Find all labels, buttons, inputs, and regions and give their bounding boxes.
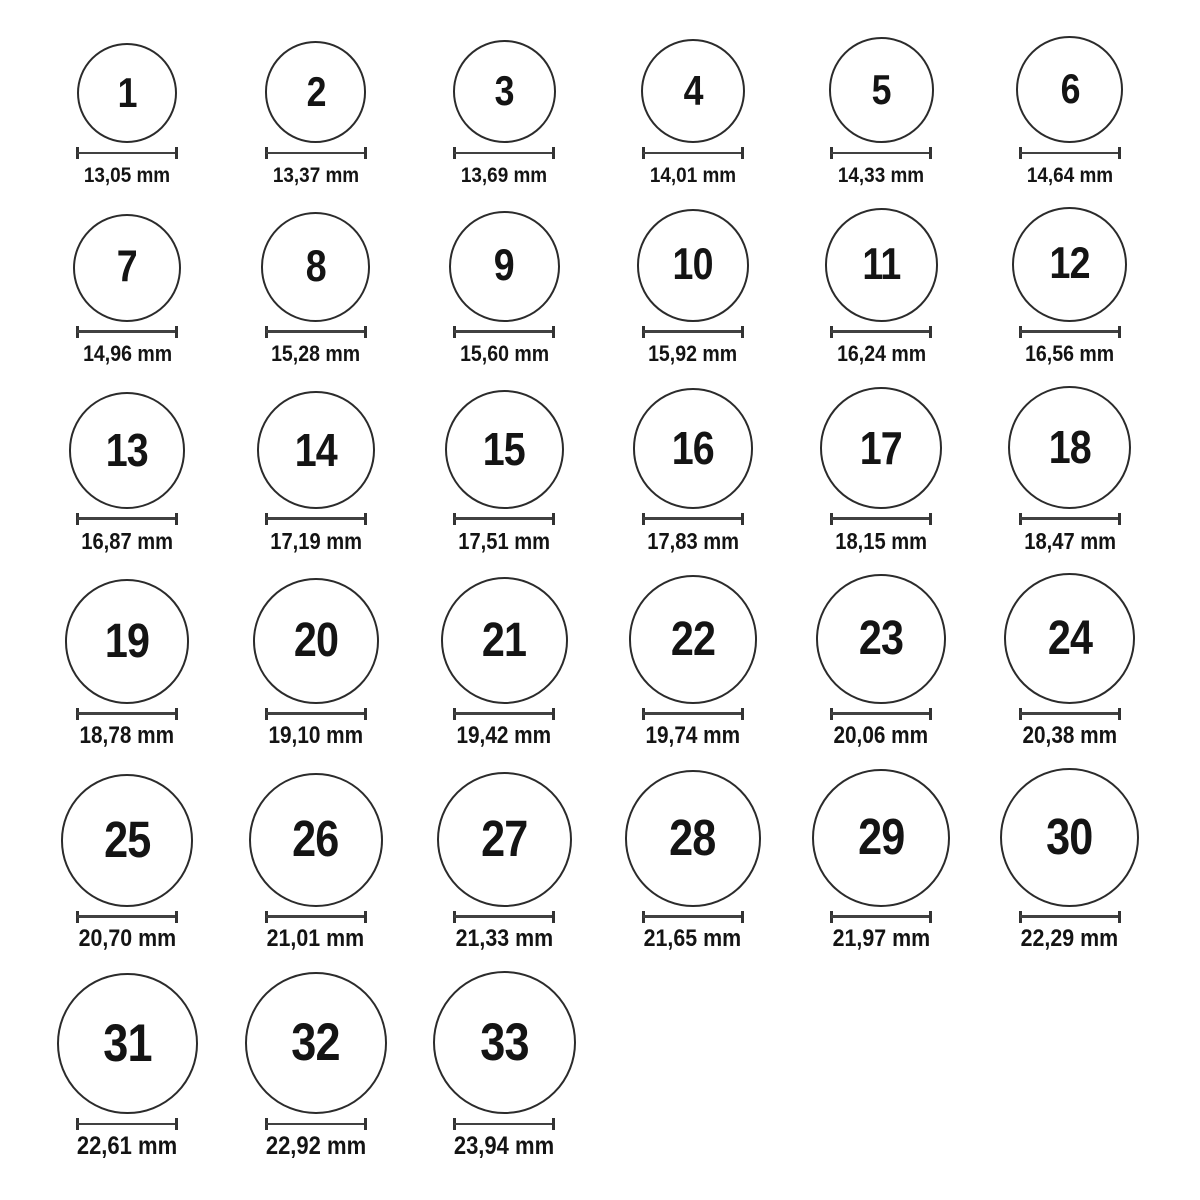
measure-tick-right [1118,147,1121,159]
measure-bar [266,330,366,333]
ring-item-27 [410,772,599,951]
ring-number: 24 [1047,610,1092,665]
ring-number: 10 [672,240,713,290]
measure-tick-right [175,326,178,338]
ring-diameter-label: 18,47 mm [1023,527,1116,554]
ring-item-22 [599,575,788,747]
ring-diameter-label: 13,69 mm [461,162,548,187]
ring-item-24 [976,573,1165,748]
ring-circle [637,209,749,321]
ring-number: 21 [482,612,527,667]
ring-diameter-label: 16,56 mm [1025,340,1115,366]
measure-tick-right [364,513,367,525]
diameter-measure-line [642,911,744,923]
ring-number: 26 [292,810,339,868]
ring-item-11 [787,208,976,366]
measure-tick-right [741,147,744,159]
ring-item-7 [33,214,222,366]
measure-bar [266,915,366,918]
ring-item-32 [222,972,411,1158]
measure-tick-right [552,513,555,525]
ring-circle [453,40,556,143]
ring-item-5 [787,37,976,186]
ring-item-21 [410,577,599,748]
ring-row [33,36,1200,187]
ring-item-33 [410,971,599,1158]
ring-diameter-label: 19,74 mm [645,722,741,749]
ring-item-17 [787,387,976,553]
ring-item-2 [222,41,411,186]
ring-circle [73,214,181,322]
ring-item-30 [976,768,1165,951]
ring-diameter-label: 17,51 mm [458,527,551,554]
ring-diameter-label: 20,06 mm [833,722,929,749]
ring-number: 2 [306,68,326,116]
ring-diameter-label: 15,92 mm [648,340,738,366]
measure-bar [454,330,554,333]
measure-bar [77,1123,177,1126]
measure-bar [643,517,743,520]
ring-item-1 [33,43,222,187]
ring-circle [265,41,366,142]
ring-circle [65,579,189,703]
measure-bar [643,330,743,333]
measure-bar [77,915,177,918]
ring-diameter-label: 17,83 mm [646,527,739,554]
ring-number: 9 [494,241,515,291]
ring-diameter-label: 13,37 mm [272,162,359,187]
measure-tick-right [929,911,932,923]
measure-tick-right [1118,326,1121,338]
measure-tick-right [929,147,932,159]
ring-item-8 [222,212,411,365]
ring-diameter-label: 22,92 mm [265,1131,366,1160]
diameter-measure-line [76,147,178,159]
diameter-measure-line [453,147,555,159]
ring-number: 12 [1049,239,1090,289]
ring-number: 30 [1046,807,1093,865]
ring-circle [261,212,370,321]
ring-number: 17 [860,421,903,474]
ring-circle [1000,768,1139,907]
ring-number: 25 [104,811,151,869]
ring-item-10 [599,209,788,365]
ring-circle [77,43,177,143]
ring-diameter-label: 21,65 mm [644,924,742,952]
ring-item-15 [410,390,599,553]
ring-row [33,573,1200,748]
measure-bar [831,915,931,918]
diameter-measure-line [76,326,178,338]
measure-tick-right [175,911,178,923]
ring-number: 29 [858,808,905,866]
ring-item-12 [976,207,1165,366]
diameter-measure-line [830,911,932,923]
diameter-measure-line [76,513,178,525]
diameter-measure-line [453,1118,555,1130]
ring-circle [625,770,761,906]
diameter-measure-line [265,708,367,720]
diameter-measure-line [76,708,178,720]
measure-tick-right [741,513,744,525]
ring-diameter-label: 15,28 mm [271,340,361,366]
ring-diameter-label: 22,29 mm [1021,924,1119,952]
diameter-measure-line [265,1118,367,1130]
measure-bar [266,1123,366,1126]
ring-circle [61,774,193,906]
measure-tick-right [1118,911,1121,923]
measure-tick-right [175,708,178,720]
ring-diameter-label: 18,15 mm [835,527,928,554]
measure-bar [77,517,177,520]
ring-circle [825,208,939,322]
measure-tick-right [741,326,744,338]
diameter-measure-line [642,326,744,338]
ring-circle [69,392,185,508]
measure-tick-right [364,326,367,338]
ring-number: 14 [294,423,337,476]
ring-item-9 [410,211,599,366]
measure-tick-right [741,708,744,720]
ring-number: 15 [483,422,526,475]
diameter-measure-line [830,513,932,525]
ring-number: 1 [117,68,137,116]
ring-circle [257,391,375,509]
ring-diameter-label: 16,87 mm [81,527,174,554]
ring-diameter-label: 19,42 mm [456,722,552,749]
ring-circle [641,39,745,143]
diameter-measure-line [830,147,932,159]
measure-tick-right [552,911,555,923]
measure-tick-right [364,911,367,923]
measure-tick-right [364,708,367,720]
measure-tick-right [364,147,367,159]
measure-tick-right [929,513,932,525]
measure-bar [77,712,177,715]
diameter-measure-line [1019,911,1121,923]
ring-number: 11 [862,239,901,289]
ring-diameter-label: 21,97 mm [832,924,930,952]
ring-circle [629,575,757,703]
ring-circle [249,773,383,907]
ring-diameter-label: 23,94 mm [454,1131,555,1160]
ring-number: 33 [480,1012,529,1072]
diameter-measure-line [265,513,367,525]
ring-diameter-label: 13,05 mm [84,162,171,187]
ring-diameter-label: 18,78 mm [79,722,175,749]
measure-bar [454,712,554,715]
ring-number: 28 [669,809,716,867]
ring-diameter-label: 20,70 mm [78,924,176,952]
ring-number: 23 [859,611,904,666]
ring-circle [245,972,387,1114]
ring-item-18 [976,386,1165,553]
ring-number: 8 [305,241,326,291]
ring-item-25 [33,774,222,950]
diameter-measure-line [76,1118,178,1130]
ring-number: 31 [103,1014,152,1074]
ring-number: 7 [117,242,138,292]
measure-tick-right [1118,708,1121,720]
ring-item-16 [599,388,788,552]
ring-circle [57,973,198,1114]
ring-number: 4 [683,66,703,114]
ring-circle [829,37,934,142]
measure-bar [831,712,931,715]
measure-bar [454,517,554,520]
measure-tick-right [175,513,178,525]
diameter-measure-line [265,147,367,159]
measure-bar [77,330,177,333]
diameter-measure-line [265,911,367,923]
ring-item-6 [976,36,1165,187]
ring-diameter-label: 16,24 mm [836,340,926,366]
diameter-measure-line [453,911,555,923]
ring-number: 3 [494,67,514,115]
diameter-measure-line [453,513,555,525]
measure-bar [266,517,366,520]
ring-number: 16 [671,422,714,475]
diameter-measure-line [642,513,744,525]
ring-number: 13 [106,424,149,477]
ring-circle [441,577,568,704]
measure-bar [831,517,931,520]
ring-diameter-label: 14,96 mm [82,340,172,366]
ring-number: 22 [670,612,715,667]
ring-circle [449,211,560,322]
ring-circle [812,769,950,907]
measure-bar [266,152,366,155]
ring-number: 5 [871,66,891,114]
measure-tick-right [552,326,555,338]
ring-row [33,386,1200,553]
ring-diameter-label: 22,61 mm [77,1131,178,1160]
ring-row [33,207,1200,366]
measure-bar [831,152,931,155]
diameter-measure-line [453,708,555,720]
ring-diameter-label: 14,01 mm [649,162,736,187]
diameter-measure-line [265,326,367,338]
measure-tick-right [175,147,178,159]
ring-diameter-label: 15,60 mm [459,340,549,366]
ring-diameter-label: 14,64 mm [1026,162,1113,187]
ring-number: 18 [1048,420,1091,473]
ring-diameter-label: 17,19 mm [269,527,362,554]
ring-item-26 [222,773,411,951]
ring-circle [1012,207,1127,322]
ring-item-20 [222,578,411,748]
ring-item-29 [787,769,976,951]
measure-bar [454,152,554,155]
ring-diameter-label: 21,33 mm [455,924,553,952]
ring-item-14 [222,391,411,553]
diameter-measure-line [1019,147,1121,159]
diameter-measure-line [1019,708,1121,720]
measure-tick-right [552,708,555,720]
ring-circle [816,574,946,704]
measure-bar [77,152,177,155]
ring-number: 20 [293,613,338,668]
measure-tick-right [175,1118,178,1130]
ring-diameter-label: 19,10 mm [268,722,364,749]
diameter-measure-line [642,708,744,720]
diameter-measure-line [1019,513,1121,525]
diameter-measure-line [830,708,932,720]
measure-bar [454,915,554,918]
measure-tick-right [552,1118,555,1130]
measure-tick-right [929,326,932,338]
ring-item-31 [33,973,222,1158]
measure-bar [1020,915,1120,918]
measure-tick-right [1118,513,1121,525]
measure-bar [1020,152,1120,155]
diameter-measure-line [1019,326,1121,338]
ring-number: 19 [105,614,150,669]
measure-tick-right [364,1118,367,1130]
ring-diameter-label: 20,38 mm [1022,722,1118,749]
ring-number: 32 [291,1013,340,1073]
ring-circle [437,772,572,907]
ring-diameter-label: 21,01 mm [267,924,365,952]
ring-circle [633,388,753,508]
ring-row [33,971,1200,1158]
ring-item-4 [599,39,788,187]
ring-circle [1004,573,1135,704]
measure-tick-right [929,708,932,720]
ring-circle [1016,36,1123,143]
ring-number: 6 [1060,65,1080,113]
ring-circle [1008,386,1131,509]
ring-item-23 [787,574,976,748]
measure-bar [643,712,743,715]
measure-bar [1020,330,1120,333]
ring-circle [445,390,564,509]
ring-circle [433,971,576,1114]
measure-tick-right [552,147,555,159]
ring-number: 27 [481,809,528,867]
measure-bar [1020,712,1120,715]
measure-bar [266,712,366,715]
measure-bar [643,152,743,155]
ring-diameter-label: 14,33 mm [838,162,925,187]
ring-item-13 [33,392,222,552]
measure-bar [1020,517,1120,520]
diameter-measure-line [830,326,932,338]
ring-item-3 [410,40,599,187]
diameter-measure-line [76,911,178,923]
diameter-measure-line [642,147,744,159]
ring-circle [253,578,379,704]
diameter-measure-line [453,326,555,338]
ring-circle [820,387,942,509]
measure-bar [454,1123,554,1126]
ring-row [33,768,1200,951]
measure-bar [831,330,931,333]
ring-item-28 [599,770,788,950]
ring-item-19 [33,579,222,747]
measure-bar [643,915,743,918]
measure-tick-right [741,911,744,923]
